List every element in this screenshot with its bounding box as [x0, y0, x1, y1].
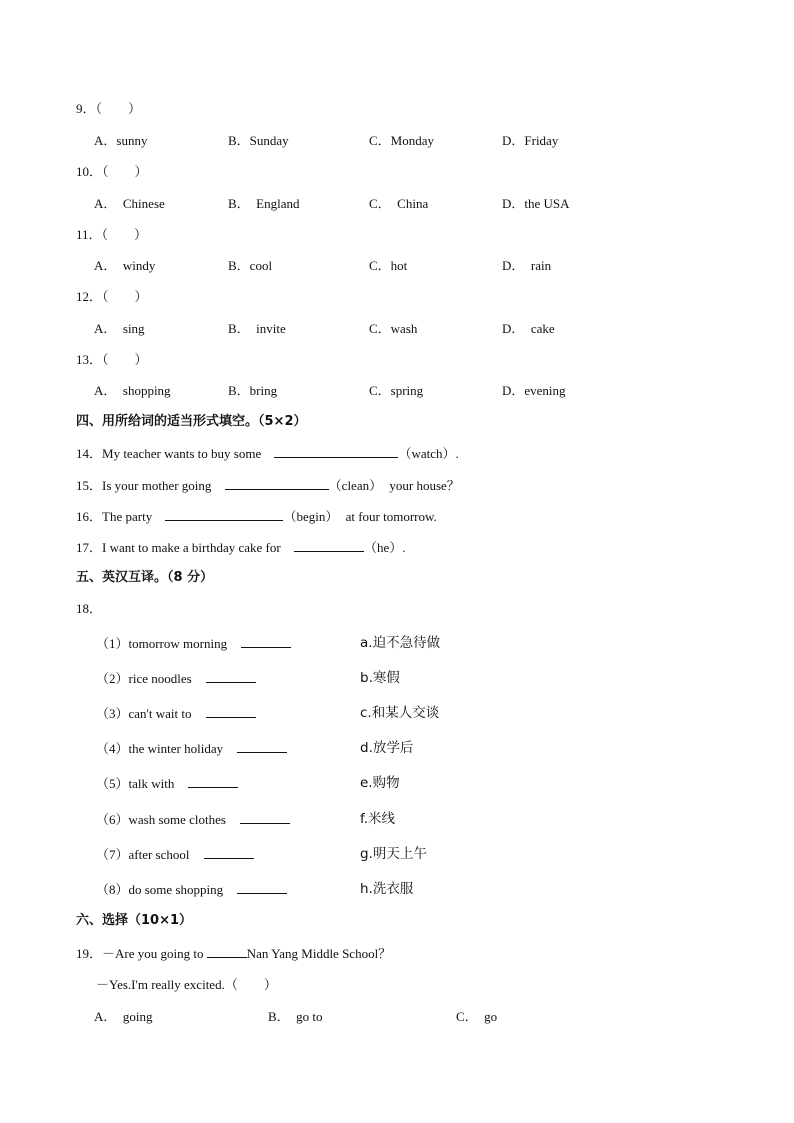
- question-15: 15．Is your mother going （clean） your house？: [76, 478, 460, 493]
- option-c: C．hot: [369, 258, 408, 273]
- question-number: 9．: [76, 101, 96, 116]
- option-d: D．evening: [502, 383, 566, 398]
- question-12: [76, 288, 148, 306]
- question-14: 14．My teacher wants to buy some （watch）.: [76, 446, 459, 461]
- question-number: 13．: [76, 352, 103, 367]
- match-left-1: （1）tomorrow morning: [96, 634, 291, 653]
- question-19-reply: －Yes.I'm really excited.（ ）: [96, 977, 277, 992]
- answer-blank[interactable]: [237, 739, 287, 753]
- answer-blank[interactable]: [294, 538, 364, 552]
- section-6-title: 六、选择（10×1）: [76, 913, 193, 928]
- option-d: D．the USA: [502, 196, 570, 211]
- option-a: A． windy: [94, 258, 156, 273]
- match-left-7: （7）after school: [96, 845, 254, 864]
- answer-paren: （ ）: [102, 164, 148, 179]
- option-a: A． shopping: [94, 383, 171, 398]
- answer-paren: （ ）: [102, 289, 148, 304]
- question-number: 11．: [76, 227, 102, 242]
- option-b: B．cool: [228, 258, 273, 273]
- question-19: 19．－Are you going to Nan Yang Middle School？: [76, 946, 392, 961]
- option-a: A． sing: [94, 321, 145, 336]
- match-left-2: （2）rice noodles: [96, 669, 256, 688]
- option-c: C．Monday: [369, 133, 435, 148]
- match-right-a: a.迫不急待做: [360, 635, 441, 651]
- match-right-f: f.米线: [360, 811, 396, 827]
- section-4-title: 四、用所给词的适当形式填空。（5×2）: [76, 414, 307, 429]
- match-left-8: （8）do some shopping: [96, 880, 287, 899]
- answer-blank[interactable]: [241, 634, 291, 648]
- answer-blank[interactable]: [274, 444, 398, 458]
- option-d: D．Friday: [502, 133, 559, 148]
- question-number: 10．: [76, 164, 103, 179]
- match-right-b: b.寒假: [360, 670, 400, 686]
- answer-blank[interactable]: [206, 704, 256, 718]
- match-left-3: （3）can't wait to: [96, 704, 256, 723]
- answer-blank[interactable]: [240, 810, 290, 824]
- answer-paren: （ ）: [102, 352, 148, 367]
- match-right-d: d.放学后: [360, 740, 414, 756]
- match-right-e: e.购物: [360, 775, 400, 791]
- question-13: [76, 351, 148, 369]
- section-5-title: 五、英汉互译。（8 分）: [76, 570, 214, 585]
- answer-blank[interactable]: [237, 880, 287, 894]
- answer-blank[interactable]: [206, 669, 256, 683]
- answer-paren: （ ）: [101, 227, 148, 242]
- answer-blank[interactable]: [225, 476, 329, 490]
- answer-blank[interactable]: [165, 507, 283, 521]
- option-c: C．spring: [369, 383, 424, 398]
- option-b: B．bring: [228, 383, 278, 398]
- option-a: A．sunny: [94, 133, 148, 148]
- answer-blank[interactable]: [204, 845, 254, 859]
- match-right-h: h.洗衣服: [360, 881, 414, 897]
- option-c: C． go: [456, 1009, 498, 1024]
- question-17: 17．I want to make a birthday cake for （he）.: [76, 540, 406, 555]
- match-right-c: c.和某人交谈: [360, 705, 440, 721]
- question-number: 12．: [76, 289, 103, 304]
- option-d: D． rain: [502, 258, 552, 273]
- match-right-g: g.明天上午: [360, 846, 427, 862]
- option-b: B． invite: [228, 321, 286, 336]
- option-b: B．Sunday: [228, 133, 289, 148]
- option-a: A． going: [94, 1009, 153, 1024]
- question-9: [76, 100, 141, 118]
- answer-paren: （ ）: [95, 101, 142, 116]
- option-c: C． China: [369, 196, 429, 211]
- answer-blank[interactable]: [188, 774, 238, 788]
- match-left-6: （6）wash some clothes: [96, 810, 290, 829]
- match-left-4: （4）the winter holiday: [96, 739, 287, 758]
- answer-blank[interactable]: [207, 944, 247, 958]
- match-left-5: （5）talk with: [96, 774, 238, 793]
- option-d: D． cake: [502, 321, 555, 336]
- question-10: [76, 163, 148, 181]
- question-16: 16．The party （begin） at four tomorrow.: [76, 509, 437, 524]
- question-18-number: 18．: [76, 601, 103, 616]
- option-a: A． Chinese: [94, 196, 165, 211]
- option-b: B． go to: [268, 1009, 323, 1024]
- option-c: C．wash: [369, 321, 418, 336]
- option-b: B． England: [228, 196, 300, 211]
- question-11: [76, 226, 147, 244]
